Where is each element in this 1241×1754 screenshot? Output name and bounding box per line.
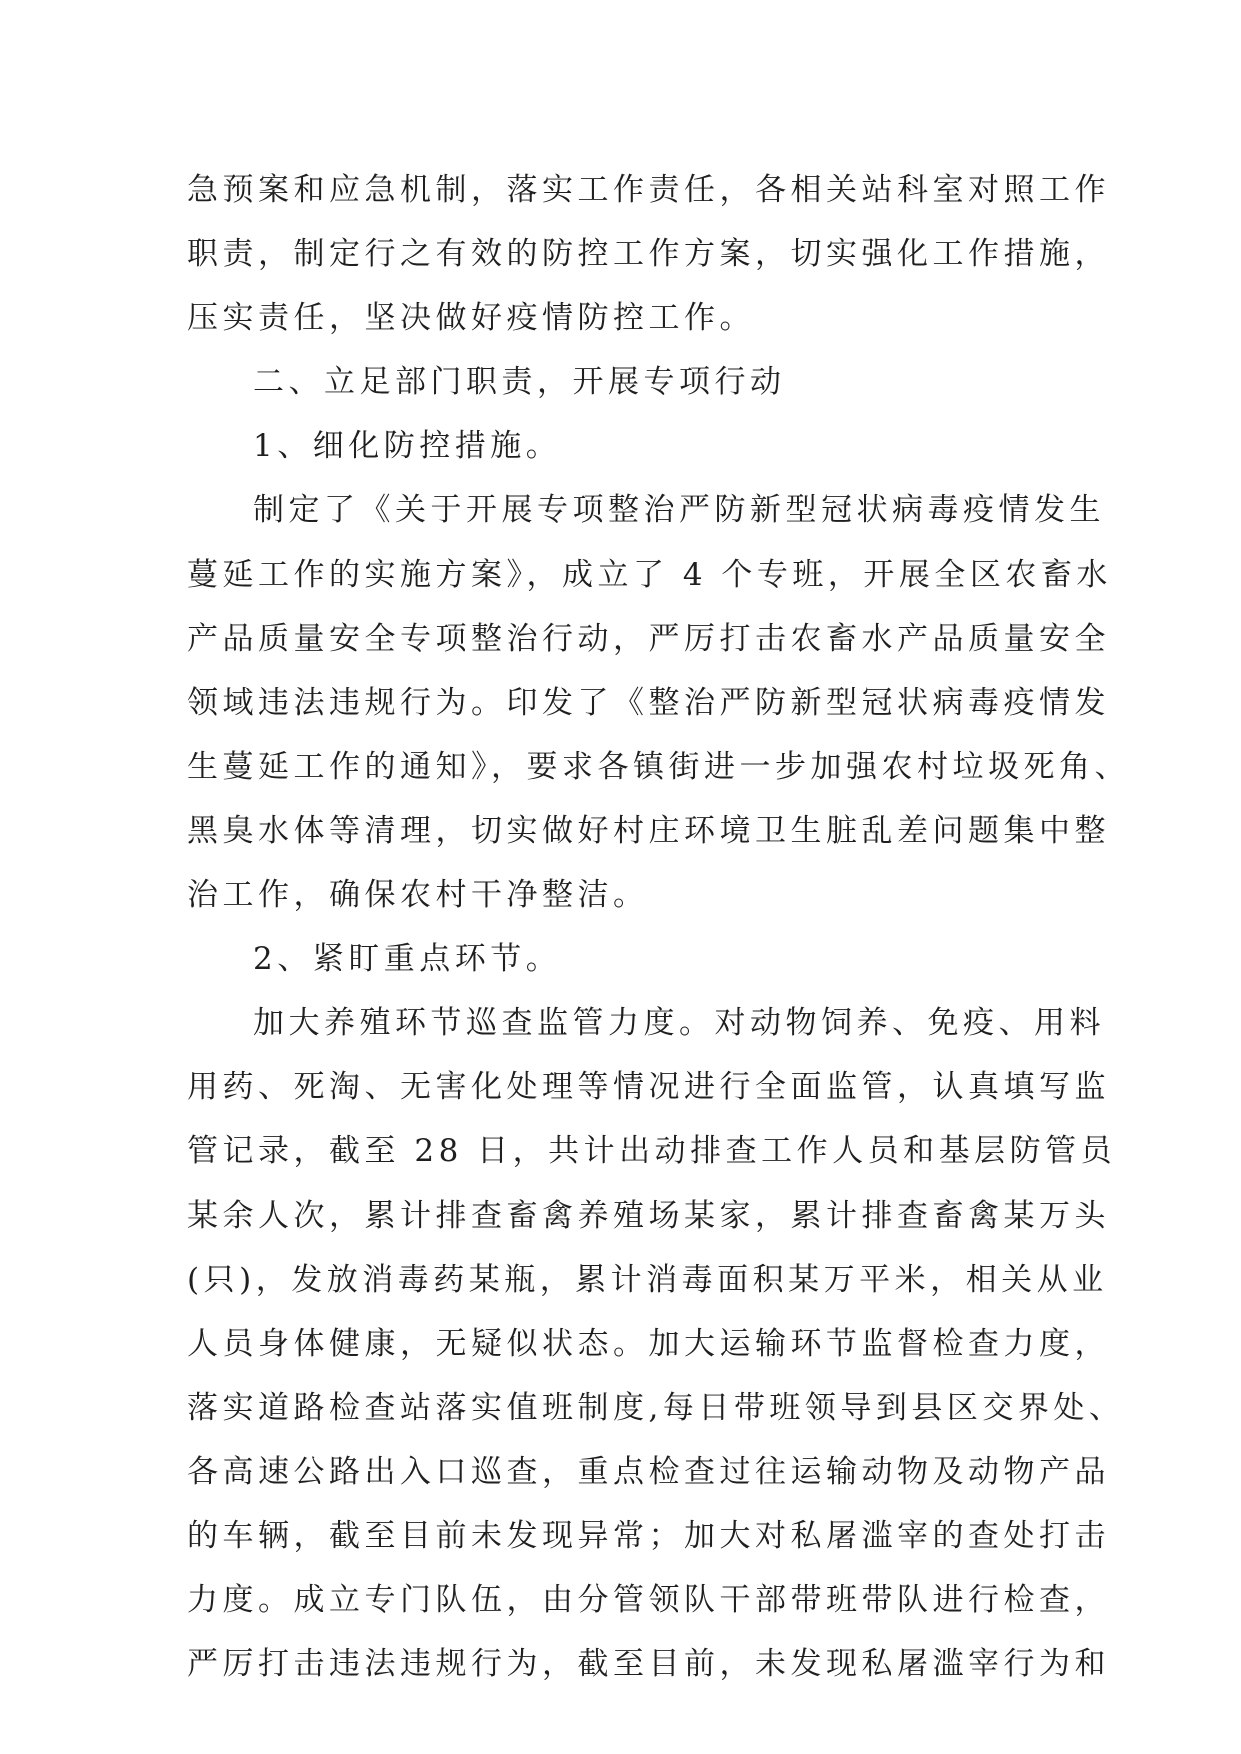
text-line: 产品质量安全专项整治行动，严厉打击农畜水产品质量安全	[187, 620, 1110, 657]
text-line: 蔓延工作的实施方案》，成立了 4 个专班，开展全区农畜水	[187, 556, 1112, 593]
text-line: 某余人次，累计排查畜禽养殖场某家，累计排查畜禽某万头	[187, 1197, 1110, 1234]
document-body	[187, 158, 1130, 1696]
text-line: 黑臭水体等清理，切实做好村庄环境卫生脏乱差问题集中整	[187, 812, 1110, 849]
text-line: 急预案和应急机制，落实工作责任，各相关站科室对照工作	[187, 172, 1110, 208]
text-line: 1、细化防控措施。	[253, 428, 562, 465]
text-line: 力度。成立专门队伍，由分管领队干部带班带队进行检查，	[187, 1582, 1110, 1619]
text-line: 各高速公路出入口巡查，重点检查过往运输动物及动物产品	[187, 1453, 1110, 1490]
text-line: 2、紧盯重点环节。	[253, 941, 562, 978]
text-line: 严厉打击违法违规行为，截至目前，未发现私屠滥宰行为和	[187, 1646, 1110, 1683]
text-line: 管记录，截至 28 日，共计出动排查工作人员和基层防管员	[187, 1133, 1117, 1170]
text-line: 的车辆，截至目前未发现异常；加大对私屠滥宰的查处打击	[187, 1517, 1110, 1554]
text-line: 落实道路检查站落实值班制度,每日带班领导到县区交界处、	[187, 1389, 1125, 1426]
text-line: 人员身体健康，无疑似状态。加大运输环节监督检查力度，	[187, 1325, 1110, 1362]
text-line: 加大养殖环节巡查监管力度。对动物饲养、免疫、用料	[253, 1005, 1105, 1042]
text-line: 用药、死淘、无害化处理等情况进行全面监管，认真填写监	[187, 1069, 1110, 1106]
text-line: 压实责任，坚决做好疫情防控工作。	[187, 300, 755, 337]
text-line: (只)，发放消毒药某瓶，累计消毒面积某万平米，相关从业	[187, 1261, 1108, 1298]
text-line: 二、立足部门职责，开展专项行动	[253, 364, 786, 401]
text-line: 制定了《关于开展专项整治严防新型冠状病毒疫情发生	[253, 492, 1105, 529]
text-line: 领域违法违规行为。印发了《整治严防新型冠状病毒疫情发	[187, 684, 1110, 721]
text-line: 生蔓延工作的通知》，要求各镇街进一步加强农村垃圾死角、	[187, 748, 1130, 785]
text-line: 治工作，确保农村干净整洁。	[187, 877, 649, 914]
text-line: 职责，制定行之有效的防控工作方案，切实强化工作措施，	[187, 236, 1110, 273]
